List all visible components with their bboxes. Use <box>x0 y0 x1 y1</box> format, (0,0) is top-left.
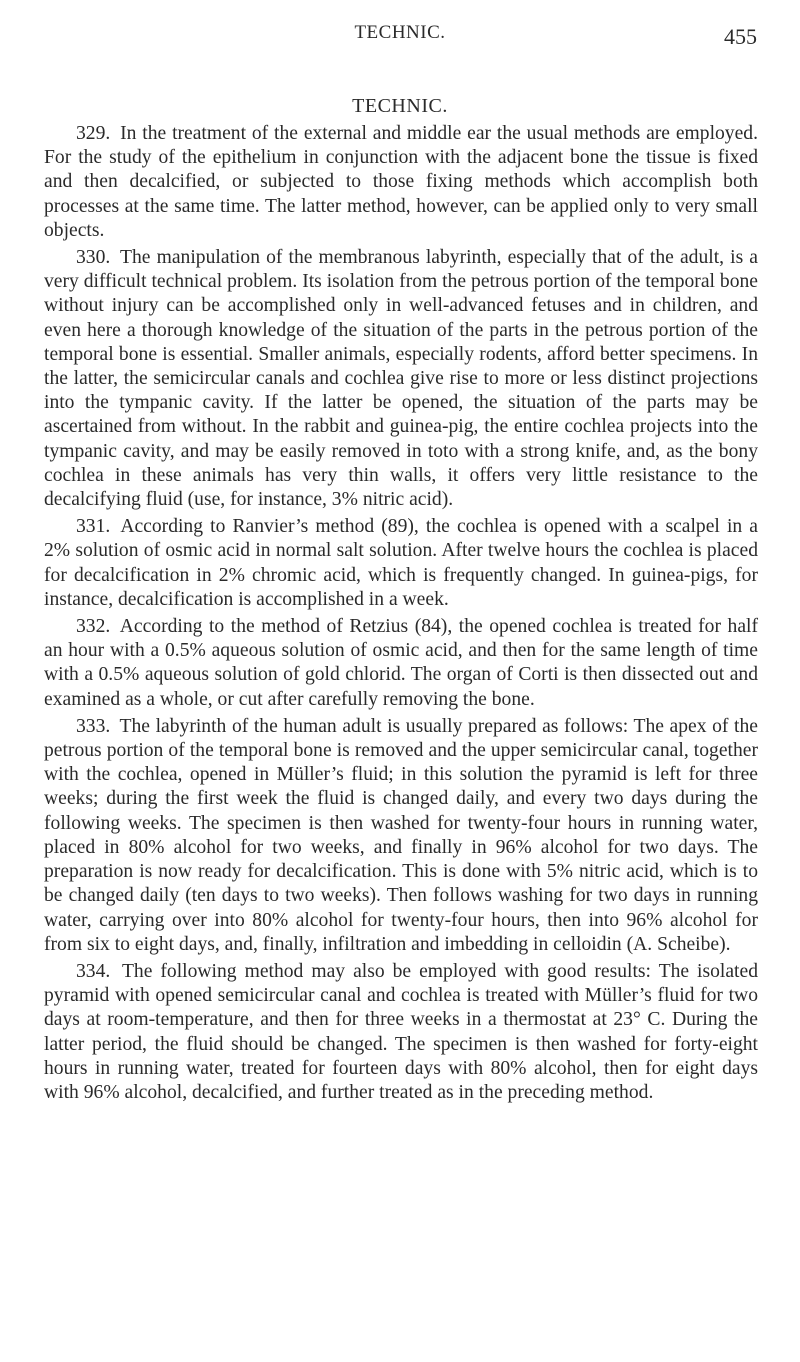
running-head: TECHNIC. <box>354 22 446 43</box>
paragraph-number: 329. <box>76 123 111 144</box>
paragraph-text: According to Ranvier’s method (89), the cochlea is opened with a scalpel in a 2% solution of osmic acid in normal salt solution. After twelve hours the cochlea is placed for decalcification in 2% chromic acid, which is frequently changed. In guinea-pigs, for instance, decalcification is accomplished in a week. <box>44 516 758 610</box>
paragraph-333 <box>44 715 758 957</box>
paragraph-text: The following method may also be employed with good results: The isolated pyramid with opened semicircular canal and cochlea is treated with Müller’s fluid for two days at room-temperature, and then for three weeks in a thermostat at 23° C. During the latter period, the fluid should be changed. The specimen is then washed for forty-eight hours in running water, treated for fourteen days with 80% alcohol, then for eight days with 96% alcohol, decalcified, and further treated as in the preceding method. <box>44 960 758 1103</box>
paragraph-number: 334. <box>76 960 111 982</box>
paragraph-329 <box>44 122 758 243</box>
paragraph-text: The manipulation of the membranous labyrinth, especially that of the adult, is a very difficult technical problem. Its isolation from the petrous portion of the temporal bone without injury can be accomplished only in well-advanced fetuses and in children, and even here a thorough knowledge of the situation of the parts in the petrous portion of the temporal bone is essential. Smaller animals, especially rodents, afford better specimens. In the latter, the semicircular canals and cochlea give rise to more or less distinct projections into the tympanic cavity. If the latter be opened, the situation of the parts may be ascertained from without. In the rabbit and guinea-pig, the entire cochlea projects into the tympanic cavity, and may be easily removed in toto with a strong knife, and, as the bony cochlea in these animals has very thin walls, it offers very little resistance to the decalcifying fluid (use, for instance, 3% nitric acid). <box>44 247 758 511</box>
paragraph-number: 330. <box>76 247 111 269</box>
paragraph-text: The labyrinth of the human adult is usually prepared as follows: The apex of the petrous portion of the temporal bone is removed and the upper semicircular canal, together with the cochlea, opened in Müller’s fluid; in this solution the pyramid is left for three weeks; during the first week the fluid is changed daily, and every two days during the following weeks. The specimen is then washed for twenty-four hours in running water, placed in 80% alcohol for two weeks, and finally in 96% alcohol for two days. The preparation is now ready for decalcification. This is done with 5% nitric acid, which is to be changed daily (ten days to two weeks). Then follows washing for two days in running water, carrying over into 80% alcohol for twenty-four hours, then into 96% alcohol for from six to eight days, and, finally, infiltration and imbedding in celloidin (A. Scheibe). <box>44 715 758 955</box>
paragraph-number: 331. <box>76 516 111 538</box>
paragraph-334 <box>44 960 758 1105</box>
paragraph-332 <box>44 615 758 712</box>
body-text <box>44 122 758 1108</box>
paragraph-330 <box>44 246 758 512</box>
paragraph-331 <box>44 515 758 612</box>
section-title: TECHNIC. <box>352 95 448 117</box>
paragraph-text: In the treatment of the external and middle ear the usual methods are employed. For the study of the epithelium in conjunction with the adjacent bone the tissue is fixed and then decalcified, or subjected to those fixing methods which accomplish both processes at the same time. The latter method, however, can be applied only to very small objects. <box>44 123 758 241</box>
paragraph-number: 332. <box>76 616 111 638</box>
paragraph-number: 333. <box>76 715 111 737</box>
page-number: 455 <box>724 24 757 49</box>
paragraph-text: According to the method of Retzius (84), the opened cochlea is treated for half an hour with a 0.5% aqueous solution of osmic acid, and then for the same length of time with a 0.5% aqueous solution of gold chlorid. The organ of Corti is then dissected out and examined as a whole, or cut after carefully removing the bone. <box>44 616 758 710</box>
